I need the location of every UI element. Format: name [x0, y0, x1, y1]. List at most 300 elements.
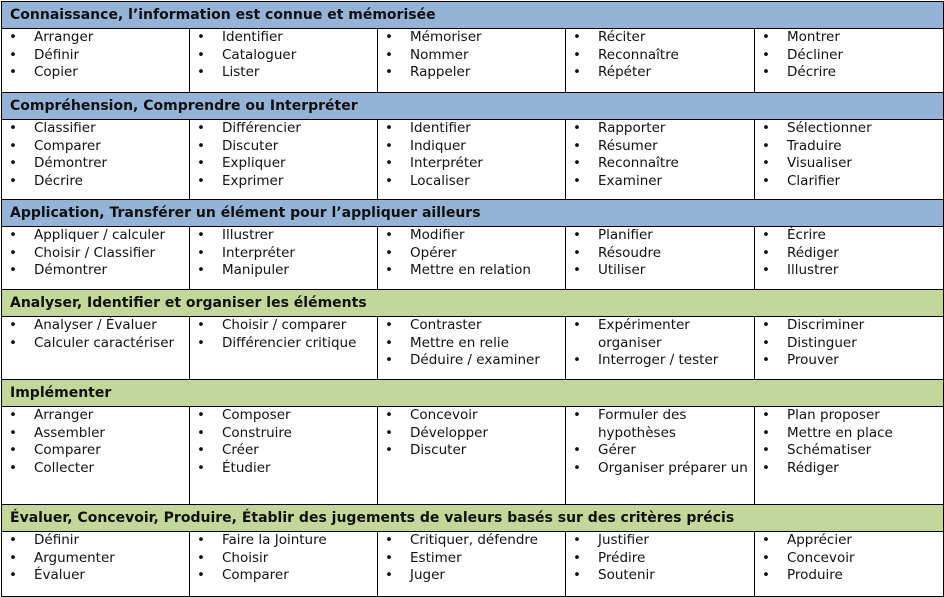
bullet-icon: •	[762, 64, 770, 80]
bullet-icon: •	[197, 172, 205, 189]
verb-list-item	[378, 425, 565, 443]
verb-list-item	[755, 550, 943, 568]
verb-text: Organiser préparer un	[598, 459, 748, 476]
verb-list	[2, 120, 189, 190]
verb-list-item	[190, 120, 377, 138]
bullet-icon: •	[9, 64, 17, 80]
verb-list	[2, 532, 189, 585]
verb-list-item	[755, 335, 943, 353]
bullet-icon: •	[197, 262, 205, 278]
bullet-icon: •	[762, 227, 770, 243]
bullet-icon: •	[573, 567, 581, 583]
verb-cell	[190, 532, 378, 597]
verb-cell	[190, 29, 378, 93]
verb-list-item	[190, 227, 377, 245]
section-header-row	[2, 380, 944, 407]
verb-text: Juger	[410, 567, 445, 583]
verb-list-item	[566, 155, 754, 173]
verb-list	[2, 407, 189, 477]
section-verbs-row	[2, 227, 944, 290]
verb-list-item	[566, 138, 754, 156]
bullet-icon: •	[197, 549, 205, 566]
verb-list	[378, 227, 565, 280]
verb-text: Clarifier	[787, 172, 841, 189]
verb-text: Traduire	[787, 137, 842, 154]
bullet-icon: •	[197, 64, 205, 80]
section-title: Analyser, Identifier et organiser les éléments	[2, 290, 944, 317]
bullet-icon: •	[573, 120, 581, 136]
verb-list-item	[2, 567, 189, 585]
verb-list-item	[378, 335, 565, 353]
bullet-icon: •	[9, 46, 17, 63]
verb-list-item	[566, 262, 754, 280]
verb-cell	[2, 317, 190, 380]
verb-text: Classifier	[34, 120, 96, 136]
bullet-icon: •	[573, 352, 581, 368]
verb-cell	[566, 29, 755, 93]
bullet-icon: •	[762, 317, 770, 333]
verb-list-item	[190, 550, 377, 568]
verb-list-item	[755, 29, 943, 47]
section-header-row	[2, 93, 944, 120]
verb-cell	[2, 532, 190, 597]
verb-list-item	[190, 567, 377, 585]
verb-text: Planifier	[598, 227, 653, 243]
verb-text: Résumer	[598, 137, 658, 154]
bullet-icon: •	[573, 532, 581, 548]
section-verbs-row	[2, 532, 944, 597]
verb-list-item	[2, 335, 189, 353]
verb-cell	[2, 120, 190, 200]
verb-cell	[378, 227, 566, 290]
verb-text: Démontrer	[34, 155, 108, 171]
verb-list-item	[755, 317, 943, 335]
verb-list-item	[566, 460, 754, 478]
verb-text: Interpréter	[410, 155, 483, 171]
bullet-icon: •	[762, 262, 770, 278]
verb-text: Opérer	[410, 244, 457, 261]
verb-text: Répéter	[598, 64, 652, 80]
verb-text: Faire la Jointure	[222, 532, 327, 548]
verb-text: Déduire / examiner	[410, 352, 540, 368]
bullet-icon: •	[197, 567, 205, 583]
bullet-icon: •	[385, 262, 393, 278]
verb-list-item	[378, 442, 565, 460]
bullet-icon: •	[573, 442, 581, 458]
verb-list-item	[2, 532, 189, 550]
bullet-icon: •	[197, 532, 205, 548]
verb-list-item	[190, 442, 377, 460]
bullet-icon: •	[573, 172, 581, 189]
verb-list-item	[190, 173, 377, 191]
verb-list-item	[755, 425, 943, 443]
verb-cell	[190, 227, 378, 290]
bullet-icon: •	[573, 29, 581, 45]
bullet-icon: •	[197, 46, 205, 63]
section-verbs-row	[2, 407, 944, 505]
verb-text: Choisir	[222, 549, 269, 566]
verb-text: Développer	[410, 424, 489, 441]
section-verbs-row	[2, 29, 944, 93]
verb-list-item	[566, 317, 754, 352]
verb-text: Exprimer	[222, 172, 284, 189]
verb-list-item	[190, 532, 377, 550]
verb-text: Différencier critique	[222, 334, 357, 351]
verb-list-item	[566, 567, 754, 585]
verb-text: Expérimenter organiser	[598, 317, 690, 351]
bullet-icon: •	[385, 317, 393, 333]
verb-list-item	[190, 317, 377, 335]
bullet-icon: •	[573, 459, 581, 476]
verb-list	[190, 532, 377, 585]
verb-list-item	[566, 532, 754, 550]
bullet-icon: •	[762, 137, 770, 154]
verb-list	[566, 120, 754, 190]
verb-list	[378, 532, 565, 585]
verb-text: Discuter	[410, 442, 467, 458]
verb-text: Composer	[222, 407, 291, 423]
verb-list-item	[378, 155, 565, 173]
verb-list-item	[755, 352, 943, 370]
verb-text: Indiquer	[410, 137, 466, 154]
verb-text: Distinguer	[787, 334, 857, 351]
verb-list-item	[378, 407, 565, 425]
verb-list-item	[755, 227, 943, 245]
verb-cell	[378, 120, 566, 200]
verb-list-item	[378, 262, 565, 280]
verb-cell	[190, 317, 378, 380]
verb-list	[190, 407, 377, 477]
verb-text: Choisir / Classifier	[34, 244, 156, 261]
verb-list-item	[378, 317, 565, 335]
verb-text: Concevoir	[410, 407, 478, 423]
verb-list-item	[755, 120, 943, 138]
bullet-icon: •	[197, 120, 205, 136]
verb-text: Schématiser	[787, 442, 872, 458]
bullet-icon: •	[385, 567, 393, 583]
verb-text: Résoudre	[598, 244, 662, 261]
verb-text: Argumenter	[34, 549, 115, 566]
verb-text: Contraster	[410, 317, 482, 333]
verb-text: Estimer	[410, 549, 462, 566]
verb-text: Mettre en relie	[410, 334, 509, 351]
bullet-icon: •	[385, 334, 393, 351]
verb-text: Comparer	[34, 137, 101, 154]
verb-text: Soutenir	[598, 567, 655, 583]
verb-list	[755, 532, 943, 585]
verb-list-item	[190, 138, 377, 156]
section-verbs-row	[2, 317, 944, 380]
bullet-icon: •	[9, 172, 17, 189]
bullet-icon: •	[573, 549, 581, 566]
bullet-icon: •	[9, 137, 17, 154]
bullet-icon: •	[385, 244, 393, 261]
verb-text: Interpréter	[222, 244, 295, 261]
bullet-icon: •	[762, 244, 770, 261]
bullet-icon: •	[385, 407, 393, 423]
section-title: Évaluer, Concevoir, Produire, Établir des jugements de valeurs basés sur des critères précis	[2, 505, 944, 532]
bullet-icon: •	[385, 46, 393, 63]
verb-list-item	[2, 227, 189, 245]
verb-list	[755, 407, 943, 477]
bullet-icon: •	[9, 424, 17, 441]
verb-text: Rappeler	[410, 64, 471, 80]
bullet-icon: •	[197, 334, 205, 351]
verb-text: Examiner	[598, 172, 663, 189]
verb-list-item	[2, 47, 189, 65]
verb-list-item	[378, 550, 565, 568]
bullet-icon: •	[762, 29, 770, 45]
bullet-icon: •	[762, 459, 770, 476]
verb-list-item	[566, 442, 754, 460]
verb-cell	[755, 29, 944, 93]
verb-list	[566, 29, 754, 82]
verb-list	[190, 317, 377, 352]
verb-list	[378, 317, 565, 370]
verb-text: Comparer	[34, 442, 101, 458]
verb-cell	[755, 317, 944, 380]
verb-text: Appliquer / calculer	[34, 227, 166, 243]
bullet-icon: •	[573, 407, 581, 423]
verb-text: Démontrer	[34, 262, 108, 278]
verb-text: Choisir / comparer	[222, 317, 347, 333]
verb-text: Analyser / Évaluer	[34, 317, 157, 333]
verb-cell	[2, 407, 190, 505]
verb-list	[190, 29, 377, 82]
verb-cell	[190, 120, 378, 200]
verb-list	[2, 227, 189, 280]
verb-list	[566, 407, 754, 477]
verb-list	[566, 227, 754, 280]
verb-list-item	[2, 245, 189, 263]
bullet-icon: •	[197, 459, 205, 476]
verb-cell	[378, 407, 566, 505]
bullet-icon: •	[197, 244, 205, 261]
bullet-icon: •	[9, 549, 17, 566]
verb-text: Écrire	[787, 227, 826, 243]
verb-list-item	[190, 29, 377, 47]
bullet-icon: •	[762, 442, 770, 458]
verb-text: Mettre en relation	[410, 262, 531, 278]
bullet-icon: •	[197, 442, 205, 458]
bullet-icon: •	[9, 567, 17, 583]
verb-list-item	[2, 138, 189, 156]
verb-cell	[2, 227, 190, 290]
verb-list-item	[378, 173, 565, 191]
verb-text: Décliner	[787, 46, 844, 63]
verb-list-item	[190, 407, 377, 425]
verb-list-item	[755, 138, 943, 156]
verb-list-item	[566, 352, 754, 370]
verb-text: Étudier	[222, 459, 271, 476]
verb-list-item	[2, 64, 189, 82]
verb-cell	[378, 29, 566, 93]
verb-cell	[755, 120, 944, 200]
verb-text: Calculer caractériser	[34, 334, 175, 351]
verb-text: Visualiser	[787, 155, 852, 171]
verb-list-item	[190, 47, 377, 65]
verb-list-item	[190, 64, 377, 82]
bullet-icon: •	[762, 424, 770, 441]
verb-text: Apprécier	[787, 532, 852, 548]
bullet-icon: •	[762, 407, 770, 423]
bullet-icon: •	[385, 120, 393, 136]
bullet-icon: •	[197, 155, 205, 171]
verb-list-item	[755, 173, 943, 191]
verb-list-item	[2, 407, 189, 425]
verb-list-item	[2, 173, 189, 191]
verb-list-item	[755, 245, 943, 263]
verb-text: Illustrer	[787, 262, 839, 278]
verb-text: Nommer	[410, 46, 469, 63]
verb-list	[755, 227, 943, 280]
verb-text: Modifier	[410, 227, 465, 243]
verb-cell	[566, 317, 755, 380]
verb-text: Assembler	[34, 424, 105, 441]
verb-text: Décrire	[34, 172, 83, 189]
verb-list-item	[2, 425, 189, 443]
verb-list-item	[566, 64, 754, 82]
verb-text: Arranger	[34, 29, 94, 45]
verb-cell	[566, 227, 755, 290]
verb-text: Reconnaître	[598, 46, 679, 63]
verb-cell	[566, 407, 755, 505]
verb-list-item	[2, 120, 189, 138]
bullet-icon: •	[573, 64, 581, 80]
bullet-icon: •	[9, 442, 17, 458]
verb-text: Identifier	[410, 120, 471, 136]
verb-cell	[190, 407, 378, 505]
bullet-icon: •	[573, 262, 581, 278]
verb-list-item	[378, 245, 565, 263]
verb-text: Décrire	[787, 64, 836, 80]
verb-taxonomy-sheet	[0, 1, 944, 595]
verb-text: Identifier	[222, 29, 283, 45]
bullet-icon: •	[762, 549, 770, 566]
verb-list	[755, 120, 943, 190]
bullet-icon: •	[762, 532, 770, 548]
bullet-icon: •	[385, 64, 393, 80]
bullet-icon: •	[197, 424, 205, 441]
verb-text: Réciter	[598, 29, 646, 45]
bullet-icon: •	[9, 29, 17, 45]
verb-text: Produire	[787, 567, 843, 583]
bullet-icon: •	[385, 155, 393, 171]
bullet-icon: •	[385, 227, 393, 243]
verb-list	[190, 227, 377, 280]
bullet-icon: •	[385, 442, 393, 458]
verb-list	[190, 120, 377, 190]
verb-text: Collecter	[34, 459, 95, 476]
verb-list-item	[566, 120, 754, 138]
verb-cell	[755, 532, 944, 597]
bullet-icon: •	[385, 29, 393, 45]
bullet-icon: •	[762, 334, 770, 351]
verb-text: Localiser	[410, 172, 470, 189]
verb-text: Mémoriser	[410, 29, 482, 45]
verb-list	[566, 532, 754, 585]
bullet-icon: •	[385, 137, 393, 154]
verb-list	[755, 317, 943, 370]
verb-list-item	[755, 262, 943, 280]
verb-text: Comparer	[222, 567, 289, 583]
verb-text: Manipuler	[222, 262, 289, 278]
verb-list	[378, 407, 565, 460]
verb-list-item	[755, 155, 943, 173]
verb-text: Construire	[222, 424, 292, 441]
verb-cell	[2, 29, 190, 93]
verb-list-item	[378, 120, 565, 138]
bullet-icon: •	[9, 317, 17, 333]
bullet-icon: •	[573, 227, 581, 243]
verb-text: Justifier	[598, 532, 649, 548]
verb-text: Lister	[222, 64, 260, 80]
bullet-icon: •	[385, 532, 393, 548]
verb-text: Interroger / tester	[598, 352, 719, 368]
bullet-icon: •	[762, 155, 770, 171]
bullet-icon: •	[573, 244, 581, 261]
verb-text: Prouver	[787, 352, 839, 368]
verb-text: Formuler des hypothèses	[598, 407, 687, 441]
verb-list-item	[755, 442, 943, 460]
verb-text: Copier	[34, 64, 78, 80]
bullet-icon: •	[197, 29, 205, 45]
bullet-icon: •	[197, 137, 205, 154]
bullet-icon: •	[762, 172, 770, 189]
verb-text: Montrer	[787, 29, 840, 45]
verb-text: Créer	[222, 442, 259, 458]
table-body	[2, 2, 944, 597]
verb-text: Définir	[34, 532, 80, 548]
verb-list-item	[755, 64, 943, 82]
section-header-row	[2, 290, 944, 317]
verb-list-item	[755, 532, 943, 550]
verb-list-item	[2, 155, 189, 173]
verb-list-item	[378, 138, 565, 156]
verb-list-item	[566, 407, 754, 442]
section-title: Implémenter	[2, 380, 944, 407]
bullet-icon: •	[9, 334, 17, 351]
verb-list-item	[378, 532, 565, 550]
verb-taxonomy-table	[1, 1, 944, 597]
verb-text: Rapporter	[598, 120, 666, 136]
bullet-icon: •	[9, 227, 17, 243]
verb-list-item	[566, 47, 754, 65]
verb-text: Discriminer	[787, 317, 865, 333]
verb-list	[2, 317, 189, 352]
bullet-icon: •	[762, 46, 770, 63]
bullet-icon: •	[9, 244, 17, 261]
verb-list-item	[755, 460, 943, 478]
bullet-icon: •	[762, 120, 770, 136]
verb-list-item	[2, 442, 189, 460]
verb-list-item	[378, 567, 565, 585]
verb-text: Différencier	[222, 120, 301, 136]
verb-text: Plan proposer	[787, 407, 880, 423]
bullet-icon: •	[9, 407, 17, 423]
verb-text: Discuter	[222, 137, 279, 154]
verb-text: Prédire	[598, 549, 646, 566]
verb-list-item	[2, 262, 189, 280]
bullet-icon: •	[573, 137, 581, 154]
verb-list-item	[190, 262, 377, 280]
bullet-icon: •	[385, 549, 393, 566]
verb-list-item	[755, 47, 943, 65]
verb-list-item	[378, 29, 565, 47]
verb-text: Rédiger	[787, 459, 839, 476]
verb-list-item	[755, 567, 943, 585]
verb-text: Évaluer	[34, 567, 85, 583]
